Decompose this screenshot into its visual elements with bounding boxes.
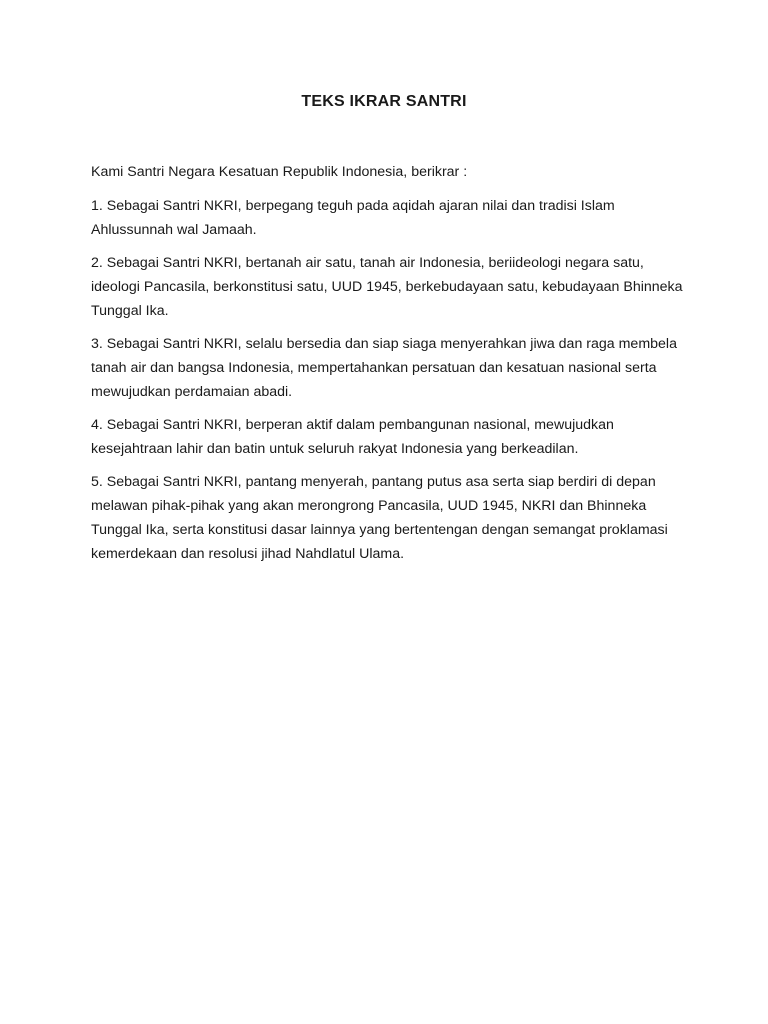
pledge-item: 3. Sebagai Santri NKRI, selalu bersedia dan siap siaga menyerahkan jiwa dan raga membela tanah air dan bangsa Indonesia, mempertahankan persatuan dan kesatuan nasional serta mewujudkan perdamaian abadi. [91,336,677,400]
pledge-item: 2. Sebagai Santri NKRI, bertanah air satu, tanah air Indonesia, beriideologi negara satu, ideologi Pancasila, berkonstitusi satu, UUD 1945, berkebudayaan satu, kebudayaan Bhinneka Tunggal Ika. [91,255,683,319]
intro-paragraph: Kami Santri Negara Kesatuan Republik Indonesia, berikrar : [91,164,468,180]
document-title: TEKS IKRAR SANTRI [301,93,467,110]
pledge-item: 4. Sebagai Santri NKRI, berperan aktif dalam pembangunan nasional, mewujudkan kesejahtraan lahir dan batin untuk seluruh rakyat Indonesia yang berkeadilan. [91,417,614,457]
pledge-list [91,194,691,566]
document-body [91,160,691,575]
pledge-item: 1. Sebagai Santri NKRI, berpegang teguh pada aqidah ajaran nilai dan tradisi Islam Ahlussunnah wal Jamaah. [91,198,615,238]
pledge-item: 5. Sebagai Santri NKRI, pantang menyerah, pantang putus asa serta siap berdiri di depan melawan pihak-pihak yang akan merongrong Pancasila, UUD 1945, NKRI dan Bhinneka Tunggal Ika, serta konstitusi dasar lainnya yang bertentengan dengan semangat proklamasi kemerdekaan dan resolusi jihad Nahdlatul Ulama. [91,474,668,562]
